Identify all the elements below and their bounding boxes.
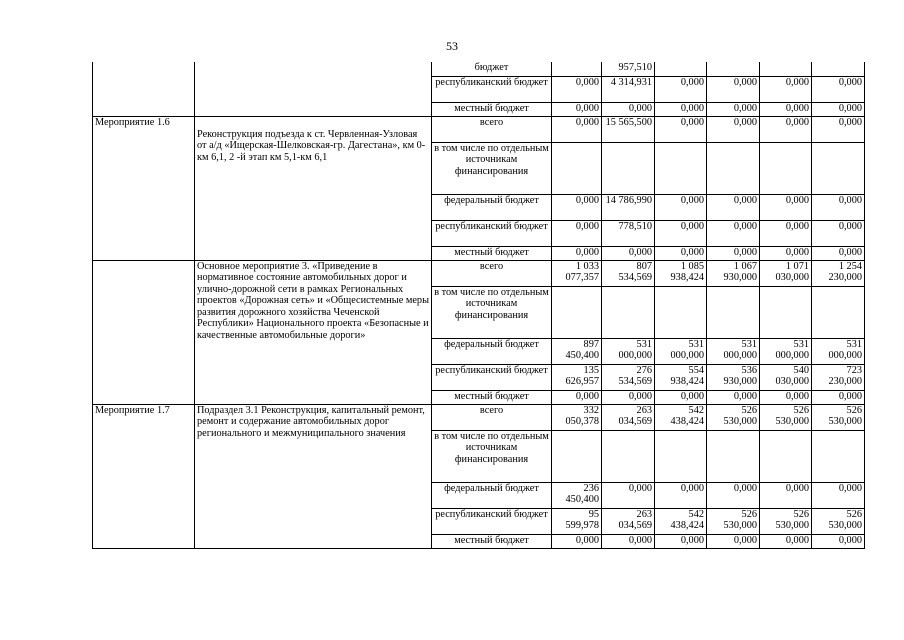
amount-cell: 0,000	[812, 246, 865, 260]
amount-cell: 0,000	[707, 390, 760, 404]
funding-source-cell: в том числе по отдельным источникам финансирования	[432, 286, 552, 338]
amount-cell	[552, 430, 602, 482]
amount-cell	[812, 62, 865, 76]
amount-cell: 0,000	[602, 246, 655, 260]
amount-cell: 0,000	[760, 76, 812, 102]
amount-cell: 0,000	[655, 194, 707, 220]
amount-cell: 526 530,000	[760, 508, 812, 534]
amount-cell	[760, 142, 812, 194]
amount-cell: 0,000	[655, 220, 707, 246]
amount-cell: 723 230,000	[812, 364, 865, 390]
amount-cell	[655, 142, 707, 194]
funding-source-cell: местный бюджет	[432, 534, 552, 548]
event-label-cell: Мероприятие 1.7	[93, 404, 195, 548]
amount-cell: 15 565,500	[602, 116, 655, 142]
amount-cell: 531 000,000	[655, 338, 707, 364]
amount-cell: 0,000	[760, 116, 812, 142]
amount-cell: 0,000	[552, 76, 602, 102]
amount-cell: 0,000	[812, 116, 865, 142]
amount-cell: 0,000	[707, 534, 760, 548]
amount-cell: 536 930,000	[707, 364, 760, 390]
funding-source-cell: местный бюджет	[432, 390, 552, 404]
table-row	[93, 62, 865, 76]
amount-cell: 0,000	[812, 482, 865, 508]
amount-cell	[655, 62, 707, 76]
amount-cell: 135 626,957	[552, 364, 602, 390]
amount-cell	[655, 430, 707, 482]
amount-cell: 0,000	[552, 102, 602, 116]
amount-cell: 957,510	[602, 62, 655, 76]
amount-cell: 0,000	[760, 220, 812, 246]
funding-source-cell: всего	[432, 260, 552, 286]
amount-cell	[707, 286, 760, 338]
amount-cell	[707, 142, 760, 194]
amount-cell	[552, 286, 602, 338]
amount-cell: 1 085 938,424	[655, 260, 707, 286]
amount-cell: 0,000	[552, 220, 602, 246]
amount-cell: 0,000	[760, 246, 812, 260]
amount-cell: 14 786,990	[602, 194, 655, 220]
amount-cell: 1 033 077,357	[552, 260, 602, 286]
amount-cell: 0,000	[707, 246, 760, 260]
amount-cell: 542 438,424	[655, 508, 707, 534]
amount-cell: 0,000	[552, 246, 602, 260]
amount-cell	[707, 430, 760, 482]
amount-cell: 526 530,000	[707, 508, 760, 534]
event-name-cell: Подраздел 3.1 Реконструкция, капитальный ремонт, ремонт и содержание автомобильных дорог регионального и межмуниципального значения	[195, 404, 432, 548]
event-label-cell	[93, 260, 195, 404]
funding-source-cell: бюджет	[432, 62, 552, 76]
amount-cell: 0,000	[602, 102, 655, 116]
amount-cell: 0,000	[812, 194, 865, 220]
funding-source-cell: всего	[432, 116, 552, 142]
amount-cell: 0,000	[655, 76, 707, 102]
amount-cell	[707, 62, 760, 76]
amount-cell: 0,000	[707, 194, 760, 220]
amount-cell: 4 314,931	[602, 76, 655, 102]
amount-cell: 0,000	[760, 194, 812, 220]
budget-table-body	[93, 62, 865, 548]
amount-cell	[812, 142, 865, 194]
amount-cell	[760, 62, 812, 76]
amount-cell: 0,000	[812, 390, 865, 404]
funding-source-cell: в том числе по отдельным источникам финансирования	[432, 142, 552, 194]
amount-cell: 0,000	[602, 482, 655, 508]
amount-cell	[760, 430, 812, 482]
amount-cell	[602, 430, 655, 482]
amount-cell: 1 254 230,000	[812, 260, 865, 286]
amount-cell: 0,000	[707, 116, 760, 142]
amount-cell: 0,000	[760, 534, 812, 548]
amount-cell	[760, 286, 812, 338]
event-label-cell: Мероприятие 1.6	[93, 116, 195, 260]
amount-cell	[552, 62, 602, 76]
event-name-cell: Основное мероприятие 3. «Приведение в нормативное состояние автомобильных дорог и улично-дорожной сети в рамках Региональных проектов «Дорожная сеть» и «Общесистемные меры развития дорожного хозяйства Чеченской Республики» Национального проекта «Безопасные и качественные автомобильные дороги»	[195, 260, 432, 404]
table-row	[93, 260, 865, 286]
amount-cell: 0,000	[812, 102, 865, 116]
funding-source-cell: местный бюджет	[432, 102, 552, 116]
amount-cell: 526 530,000	[707, 404, 760, 430]
amount-cell: 897 450,400	[552, 338, 602, 364]
table-row	[93, 116, 865, 142]
amount-cell: 236 450,400	[552, 482, 602, 508]
amount-cell: 263 034,569	[602, 508, 655, 534]
amount-cell	[812, 430, 865, 482]
amount-cell: 0,000	[707, 482, 760, 508]
funding-source-cell: федеральный бюджет	[432, 482, 552, 508]
funding-source-cell: республиканский бюджет	[432, 220, 552, 246]
amount-cell: 0,000	[760, 482, 812, 508]
amount-cell: 0,000	[602, 390, 655, 404]
amount-cell: 263 034,569	[602, 404, 655, 430]
amount-cell: 332 050,378	[552, 404, 602, 430]
amount-cell: 0,000	[655, 482, 707, 508]
amount-cell	[602, 142, 655, 194]
amount-cell: 0,000	[812, 534, 865, 548]
amount-cell: 540 030,000	[760, 364, 812, 390]
funding-source-cell: республиканский бюджет	[432, 76, 552, 102]
table-row	[93, 404, 865, 430]
amount-cell: 542 438,424	[655, 404, 707, 430]
amount-cell: 531 000,000	[707, 338, 760, 364]
amount-cell: 554 938,424	[655, 364, 707, 390]
amount-cell: 0,000	[812, 76, 865, 102]
amount-cell: 0,000	[655, 246, 707, 260]
funding-source-cell: местный бюджет	[432, 246, 552, 260]
amount-cell: 0,000	[760, 102, 812, 116]
event-label-cell	[93, 62, 195, 116]
amount-cell: 0,000	[655, 390, 707, 404]
funding-source-cell: республиканский бюджет	[432, 364, 552, 390]
amount-cell: 0,000	[552, 390, 602, 404]
amount-cell: 531 000,000	[602, 338, 655, 364]
amount-cell: 1 071 030,000	[760, 260, 812, 286]
funding-source-cell: в том числе по отдельным источникам финансирования	[432, 430, 552, 482]
amount-cell: 0,000	[707, 102, 760, 116]
amount-cell: 526 530,000	[812, 404, 865, 430]
amount-cell: 0,000	[655, 534, 707, 548]
amount-cell: 0,000	[760, 390, 812, 404]
amount-cell: 807 534,569	[602, 260, 655, 286]
funding-source-cell: всего	[432, 404, 552, 430]
amount-cell: 0,000	[552, 194, 602, 220]
amount-cell: 0,000	[602, 534, 655, 548]
amount-cell: 0,000	[655, 116, 707, 142]
page-number: 53	[446, 39, 458, 53]
funding-source-cell: федеральный бюджет	[432, 338, 552, 364]
funding-source-cell: республиканский бюджет	[432, 508, 552, 534]
amount-cell	[655, 286, 707, 338]
funding-source-cell: федеральный бюджет	[432, 194, 552, 220]
amount-cell	[552, 142, 602, 194]
amount-cell: 0,000	[707, 76, 760, 102]
event-name-cell	[195, 62, 432, 116]
event-name-cell: Реконструкция подъезда к ст. Червленная-Узловая от а/д «Ищерская-Шелковская-гр. Дагестана», км 0-км 6,1, 2 -й этап км 5,1-км 6,1	[195, 116, 432, 260]
amount-cell: 0,000	[707, 220, 760, 246]
amount-cell: 0,000	[655, 102, 707, 116]
amount-cell: 526 530,000	[760, 404, 812, 430]
amount-cell: 531 000,000	[760, 338, 812, 364]
amount-cell: 778,510	[602, 220, 655, 246]
amount-cell: 276 534,569	[602, 364, 655, 390]
amount-cell	[812, 286, 865, 338]
budget-table	[92, 62, 865, 549]
amount-cell: 0,000	[812, 220, 865, 246]
amount-cell: 95 599,978	[552, 508, 602, 534]
amount-cell: 0,000	[552, 534, 602, 548]
amount-cell	[602, 286, 655, 338]
amount-cell: 531 000,000	[812, 338, 865, 364]
amount-cell: 0,000	[552, 116, 602, 142]
amount-cell: 526 530,000	[812, 508, 865, 534]
amount-cell: 1 067 930,000	[707, 260, 760, 286]
